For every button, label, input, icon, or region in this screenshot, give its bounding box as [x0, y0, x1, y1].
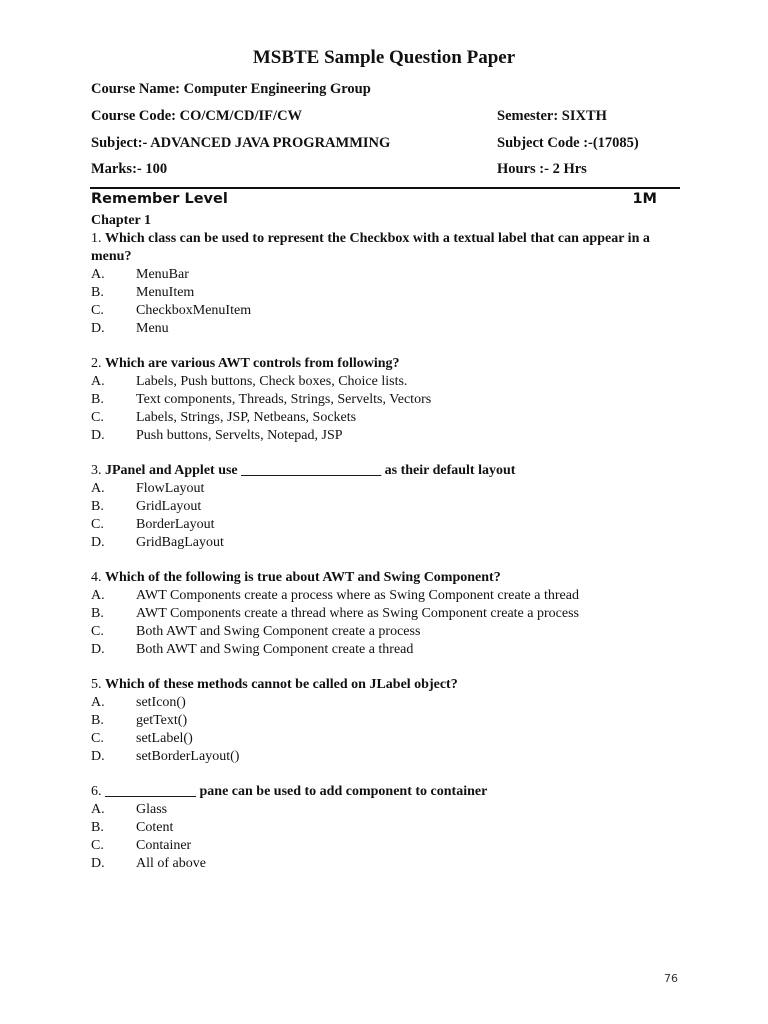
answer-option	[91, 819, 681, 837]
marks: Marks:- 100	[91, 161, 168, 177]
option-letter: C.	[91, 838, 104, 853]
question-text	[91, 676, 681, 694]
question-item	[91, 230, 681, 338]
option-text: Labels, Push buttons, Check boxes, Choice lists.	[136, 374, 408, 389]
option-text: Both AWT and Swing Component create a process	[136, 624, 421, 639]
answer-option	[91, 373, 681, 391]
answer-option	[91, 623, 681, 641]
question-item	[91, 783, 681, 873]
option-text: Glass	[136, 802, 168, 817]
option-text: Menu	[136, 321, 169, 336]
option-text: GridBagLayout	[136, 535, 224, 550]
answer-option	[91, 302, 681, 320]
subject: Subject:- ADVANCED JAVA PROGRAMMING	[91, 135, 391, 151]
option-letter: A.	[91, 802, 105, 817]
question-number: 4.	[91, 570, 102, 585]
answer-option	[91, 320, 681, 338]
semester: Semester: SIXTH	[497, 108, 607, 124]
option-text: AWT Components create a process where as Swing Component create a thread	[136, 588, 579, 603]
option-letter: C.	[91, 303, 104, 318]
header-divider	[90, 187, 680, 189]
question-item	[91, 569, 681, 659]
question-body: Which class can be used to represent the Checkbox with a textual label that can appear in a menu?	[91, 231, 650, 264]
option-letter: B.	[91, 820, 104, 835]
question-text	[91, 230, 681, 266]
answer-option	[91, 534, 681, 552]
option-text: Cotent	[136, 820, 174, 835]
option-letter: B.	[91, 606, 104, 621]
option-text: All of above	[136, 856, 206, 871]
option-letter: C.	[91, 517, 104, 532]
course-name: Course Name: Computer Engineering Group	[91, 81, 371, 97]
answer-option	[91, 427, 681, 445]
answer-option	[91, 694, 681, 712]
question-number: 2.	[91, 356, 102, 371]
option-letter: B.	[91, 499, 104, 514]
option-letter: D.	[91, 749, 105, 764]
option-text: CheckboxMenuItem	[136, 303, 252, 318]
question-text	[91, 462, 681, 480]
question-body: _____________ pane can be used to add component to container	[105, 784, 488, 799]
option-letter: C.	[91, 624, 104, 639]
option-letter: B.	[91, 285, 104, 300]
option-text: Push buttons, Servelts, Notepad, JSP	[136, 428, 343, 443]
hours: Hours :- 2 Hrs	[497, 161, 587, 177]
answer-option	[91, 587, 681, 605]
option-text: Both AWT and Swing Component create a thread	[136, 642, 414, 657]
answer-option	[91, 391, 681, 409]
option-letter: A.	[91, 588, 105, 603]
question-body: Which of the following is true about AWT and Swing Component?	[105, 570, 501, 585]
question-body: Which of these methods cannot be called on JLabel object?	[105, 677, 458, 692]
option-text: MenuItem	[136, 285, 195, 300]
question-body: JPanel and Applet use ____________________ as their default layout	[105, 463, 516, 478]
option-text: Container	[136, 838, 192, 853]
option-letter: B.	[91, 713, 104, 728]
option-text: BorderLayout	[136, 517, 215, 532]
level-label: Remember Level	[91, 191, 228, 207]
option-text: FlowLayout	[136, 481, 205, 496]
question-text	[91, 569, 681, 587]
chapter-heading: Chapter 1	[91, 213, 152, 228]
course-code: Course Code: CO/CM/CD/IF/CW	[91, 108, 303, 124]
question-number: 3.	[91, 463, 102, 478]
question-list	[91, 230, 681, 890]
option-letter: A.	[91, 267, 105, 282]
option-text: AWT Components create a thread where as Swing Component create a process	[136, 606, 579, 621]
option-text: GridLayout	[136, 499, 202, 514]
answer-option	[91, 748, 681, 766]
answer-option	[91, 516, 681, 534]
subject-code: Subject Code :-(17085)	[497, 135, 639, 151]
question-number: 6.	[91, 784, 102, 799]
option-letter: C.	[91, 731, 104, 746]
question-text	[91, 783, 681, 801]
option-text: Labels, Strings, JSP, Netbeans, Sockets	[136, 410, 357, 425]
answer-option	[91, 641, 681, 659]
answer-option	[91, 498, 681, 516]
option-letter: B.	[91, 392, 104, 407]
answer-option	[91, 730, 681, 748]
option-letter: D.	[91, 428, 105, 443]
answer-option	[91, 480, 681, 498]
question-text	[91, 355, 681, 373]
answer-option	[91, 605, 681, 623]
option-letter: A.	[91, 374, 105, 389]
page-number: 76	[664, 972, 678, 985]
answer-option	[91, 855, 681, 873]
option-text: setIcon()	[136, 695, 186, 710]
section-heading	[91, 191, 657, 207]
question-number: 1.	[91, 231, 102, 246]
question-number: 5.	[91, 677, 102, 692]
option-letter: C.	[91, 410, 104, 425]
option-letter: A.	[91, 695, 105, 710]
question-item	[91, 355, 681, 445]
option-text: setBorderLayout()	[136, 749, 240, 764]
option-letter: D.	[91, 535, 105, 550]
question-item	[91, 462, 681, 552]
option-text: Text components, Threads, Strings, Servelts, Vectors	[136, 392, 432, 407]
option-letter: A.	[91, 481, 105, 496]
page-title: MSBTE Sample Question Paper	[252, 47, 516, 68]
answer-option	[91, 409, 681, 427]
option-text: setLabel()	[136, 731, 193, 746]
option-letter: D.	[91, 856, 105, 871]
marks-per-question: 1M	[632, 191, 657, 207]
answer-option	[91, 712, 681, 730]
answer-option	[91, 266, 681, 284]
question-body: Which are various AWT controls from following?	[105, 356, 400, 371]
option-text: getText()	[136, 713, 188, 728]
answer-option	[91, 837, 681, 855]
option-letter: D.	[91, 642, 105, 657]
question-item	[91, 676, 681, 766]
option-text: MenuBar	[136, 267, 189, 282]
answer-option	[91, 801, 681, 819]
option-letter: D.	[91, 321, 105, 336]
answer-option	[91, 284, 681, 302]
